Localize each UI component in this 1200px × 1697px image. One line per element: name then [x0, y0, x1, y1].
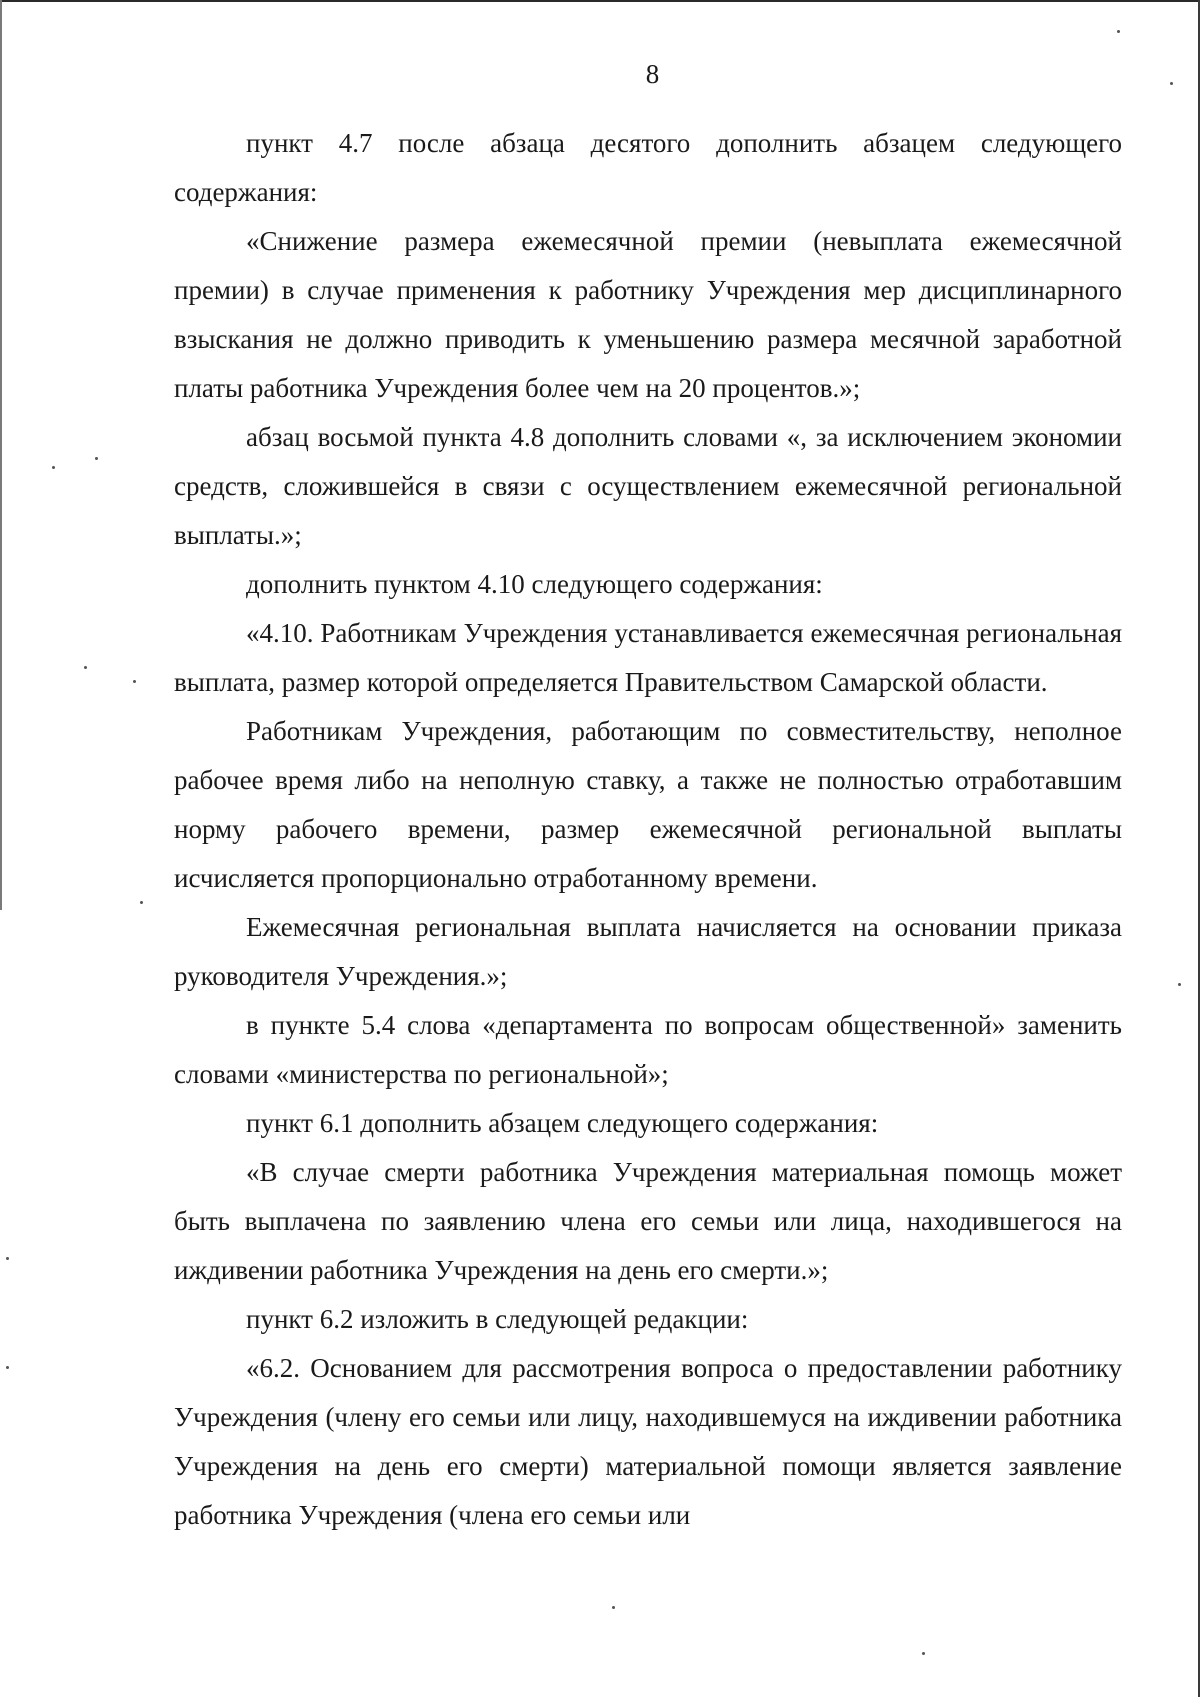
scan-edge-top — [0, 0, 1200, 2]
paragraph-death-assistance: «В случае смерти работника Учреждения материальная помощь может быть выплачена по заявлению члена его семьи или лица, находившегося на иждивении работника Учреждения на день его смерти.»; — [174, 1157, 1122, 1285]
paragraph-bonus-reduction: «Снижение размера ежемесячной премии (невыплата ежемесячной премии) в случае применения к работнику Учреждения мер дисциплинарного взыскания не должно приводить к уменьшению размера месячной заработной платы работника Учреждения более чем на 20 процентов.»; — [174, 226, 1122, 403]
scan-speck — [922, 1652, 925, 1655]
scan-speck — [84, 666, 87, 669]
scan-speck — [6, 1366, 9, 1369]
scan-speck — [52, 466, 55, 469]
scan-speck — [1117, 30, 1120, 33]
page-number: 8 — [645, 59, 660, 89]
scan-speck — [140, 901, 143, 904]
scan-speck — [95, 457, 98, 460]
paragraph-4-10-text: «4.10. Работникам Учреждения устанавливается ежемесячная региональная выплата, размер которой определяется Правительством Самарской области. — [174, 618, 1122, 697]
paragraph-part-time: Работникам Учреждения, работающим по совместительству, неполное рабочее время либо на неполную ставку, а также не полностью отработавшим норму рабочего времени, размер ежемесячной региональной выплаты исчисляется пропорционально отработанному времени. — [174, 716, 1122, 893]
paragraph-amend-4-8: абзац восьмой пункта 4.8 дополнить словами «, за исключением экономии средств, сложившейся в связи с осуществлением ежемесячной региональной выплаты.»; — [174, 422, 1122, 550]
scan-edge-left — [0, 0, 2, 910]
document-body — [174, 119, 1122, 1540]
paragraph-order-basis: Ежемесячная региональная выплата начисляется на основании приказа руководителя Учреждения.»; — [174, 912, 1122, 991]
scan-speck — [612, 1606, 615, 1609]
paragraph-amend-4-7: пункт 4.7 после абзаца десятого дополнить абзацем следующего содержания: — [174, 128, 1122, 207]
scan-speck — [6, 1257, 9, 1260]
scan-speck — [1178, 983, 1181, 986]
paragraph-6-2-text: «6.2. Основанием для рассмотрения вопроса о предоставлении работнику Учреждения (члену его семьи или лицу, находившемуся на иждивении работника Учреждения на день его смерти) материальной помощи является заявление работника Учреждения (члена его семьи или — [174, 1353, 1122, 1530]
paragraph-amend-6-2: пункт 6.2 изложить в следующей редакции: — [246, 1304, 749, 1334]
scan-speck — [1170, 82, 1173, 85]
scan-speck — [133, 680, 136, 683]
paragraph-amend-5-4: в пункте 5.4 слова «департамента по вопросам общественной» заменить словами «министерства по региональной»; — [174, 1010, 1122, 1089]
paragraph-add-4-10: дополнить пунктом 4.10 следующего содержания: — [246, 569, 823, 599]
paragraph-amend-6-1: пункт 6.1 дополнить абзацем следующего содержания: — [246, 1108, 879, 1138]
